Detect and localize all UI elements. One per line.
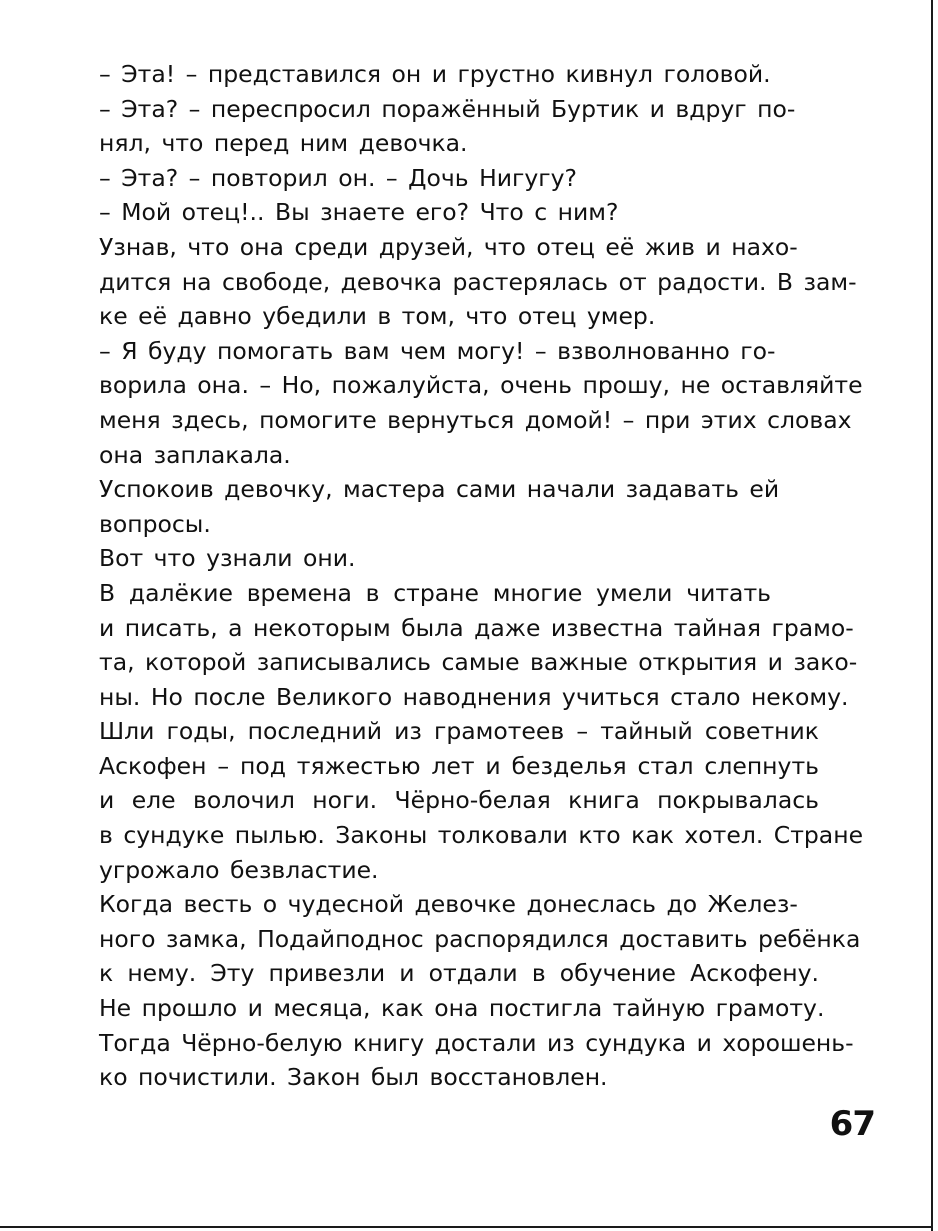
text-line: Вот что узнали они. xyxy=(99,544,356,573)
page-number: 67 xyxy=(829,1104,875,1144)
text-line: В далёкие времена в стране многие умели читать xyxy=(99,578,771,607)
text-line: ворила она. – Но, пожалуйста, очень прошу, не оставляйте xyxy=(99,371,863,400)
paragraph xyxy=(51,195,819,230)
text-line: – Эта? – переспросил поражённый Буртик и вдруг по- xyxy=(99,94,796,123)
text-line: Когда весть о чудесной девочке донеслась до Желез- xyxy=(99,890,798,919)
text-line: к нему. Эту привезли и отдали в обучение Аскофену. xyxy=(99,959,819,988)
paragraph xyxy=(51,161,819,196)
text-line: в сундуке пылью. Законы толковали кто как хотел. Стране xyxy=(99,821,864,850)
text-line: ного замка, Подайподнос распорядился доставить ребёнка xyxy=(99,924,861,953)
text-line: Шли годы, последний из грамотеев – тайный советник xyxy=(99,717,819,746)
text-line: ко почистили. Закон был восстановлен. xyxy=(99,1063,608,1092)
paragraph xyxy=(51,57,819,92)
text-line: – Эта? – повторил он. – Дочь Нигугу? xyxy=(99,163,577,192)
paragraph xyxy=(51,576,864,887)
text-line: ны. Но после Великого наводнения учиться стало некому. xyxy=(99,682,849,711)
paragraph xyxy=(51,541,819,576)
text-line: дится на свободе, девочка растерялась от радости. В зам- xyxy=(99,267,857,296)
text-line: она заплакала. xyxy=(99,440,291,469)
text-line: Аскофен – под тяжестью лет и безделья стал слепнуть xyxy=(99,751,819,780)
text-line: Не прошло и месяца, как она постигла тайную грамоту. xyxy=(99,994,825,1023)
page-edge-right xyxy=(931,0,933,1231)
text-line: вопросы. xyxy=(99,509,211,538)
text-line: – Эта! – представился он и грустно кивнул головой. xyxy=(99,60,771,88)
body-text xyxy=(51,57,864,1095)
text-line: меня здесь, помогите вернуться домой! – при этих словах xyxy=(99,405,852,434)
text-line: угрожало безвластие. xyxy=(99,855,379,884)
text-line: ке её давно убедили в том, что отец умер. xyxy=(99,302,656,331)
text-line: – Мой отец!.. Вы знаете его? Что с ним? xyxy=(99,198,619,227)
text-line: Узнав, что она среди друзей, что отец её жив и нахо- xyxy=(99,232,798,261)
paragraph xyxy=(51,334,863,472)
text-line: и еле волочил ноги. Чёрно-белая книга покрывалась xyxy=(99,786,819,815)
paragraph xyxy=(51,92,819,161)
page-edge-bottom xyxy=(0,1226,933,1228)
text-line: нял, что перед ним девочка. xyxy=(99,129,468,158)
text-line: Тогда Чёрно-белую книгу достали из сундука и хорошень- xyxy=(99,1028,854,1057)
paragraph xyxy=(51,230,857,334)
text-line: и писать, а некоторым была даже известна тайная грамо- xyxy=(99,613,854,642)
text-line: та, которой записывались самые важные открытия и зако- xyxy=(99,648,858,677)
text-line: – Я буду помогать вам чем могу! – взволнованно го- xyxy=(99,336,776,365)
paragraph xyxy=(51,472,819,541)
text-line: Успокоив девочку, мастера сами начали задавать ей xyxy=(99,475,780,504)
paragraph xyxy=(51,887,861,1095)
